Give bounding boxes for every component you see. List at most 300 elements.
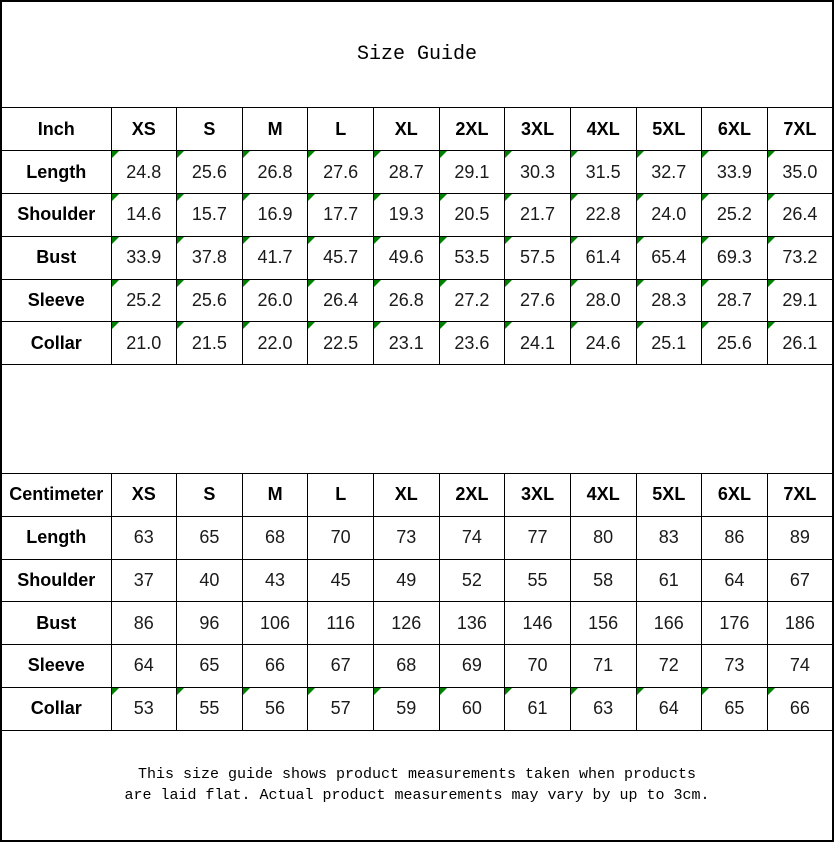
cell-flag-triangle-icon bbox=[177, 322, 184, 329]
measurement-value: 25.6 bbox=[191, 289, 227, 310]
measurement-value: 73.2 bbox=[782, 247, 818, 268]
measurement-value-cell bbox=[702, 193, 768, 236]
measurement-value: 45 bbox=[330, 569, 351, 590]
measurement-value-cell bbox=[177, 687, 243, 730]
measurement-value-cell bbox=[767, 645, 833, 688]
measurement-value: 24.0 bbox=[651, 204, 687, 225]
measurement-value: 64 bbox=[133, 655, 154, 676]
measurement-value: 55 bbox=[527, 569, 548, 590]
measurement-value-cell bbox=[505, 193, 571, 236]
cell-flag-triangle-icon bbox=[768, 237, 775, 244]
spacer-cell bbox=[1, 365, 833, 474]
spacer-row bbox=[1, 365, 833, 474]
measurement-value: 63 bbox=[593, 698, 614, 719]
measurement-value-cell bbox=[111, 687, 177, 730]
measurement-value-cell bbox=[374, 645, 440, 688]
footer-note bbox=[1, 730, 833, 841]
measurement-value: 65 bbox=[724, 698, 745, 719]
measurement-label: Collar bbox=[1, 687, 111, 730]
cell-flag-triangle-icon bbox=[308, 280, 315, 287]
measurement-value: 146 bbox=[522, 612, 553, 633]
size-column-header: 3XL bbox=[505, 473, 571, 516]
measurement-value-cell bbox=[636, 687, 702, 730]
cell-flag-triangle-icon bbox=[702, 688, 709, 695]
measurement-value: 40 bbox=[199, 569, 220, 590]
measurement-value: 32.7 bbox=[651, 161, 687, 182]
cell-flag-triangle-icon bbox=[702, 151, 709, 158]
measurement-value-cell bbox=[702, 279, 768, 322]
measurement-value: 70 bbox=[330, 527, 351, 548]
cell-flag-triangle-icon bbox=[243, 688, 250, 695]
measurement-value-cell bbox=[505, 322, 571, 365]
measurement-value: 35.0 bbox=[782, 161, 818, 182]
cell-flag-triangle-icon bbox=[571, 151, 578, 158]
measurement-label: Sleeve bbox=[1, 279, 111, 322]
measurement-label: Length bbox=[1, 516, 111, 559]
measurement-label: Bust bbox=[1, 236, 111, 279]
measurement-value-cell bbox=[636, 602, 702, 645]
measurement-value: 126 bbox=[391, 612, 422, 633]
measurement-value: 74 bbox=[789, 655, 810, 676]
measurement-value-cell bbox=[111, 279, 177, 322]
measurement-value-cell bbox=[505, 151, 571, 194]
measurement-value-cell bbox=[374, 322, 440, 365]
size-header-row bbox=[1, 473, 833, 516]
measurement-row bbox=[1, 322, 833, 365]
measurement-value-cell bbox=[308, 236, 374, 279]
measurement-value: 28.7 bbox=[716, 289, 752, 310]
measurement-row bbox=[1, 687, 833, 730]
measurement-value-cell bbox=[111, 645, 177, 688]
measurement-value: 33.9 bbox=[126, 247, 162, 268]
measurement-row bbox=[1, 193, 833, 236]
measurement-value-cell bbox=[242, 236, 308, 279]
measurement-value: 55 bbox=[199, 698, 220, 719]
measurement-value-cell bbox=[439, 322, 505, 365]
size-column-header: 3XL bbox=[505, 108, 571, 151]
measurement-value-cell bbox=[439, 279, 505, 322]
measurement-value-cell bbox=[242, 516, 308, 559]
measurement-value-cell bbox=[308, 151, 374, 194]
cell-flag-triangle-icon bbox=[243, 322, 250, 329]
measurement-value-cell bbox=[636, 322, 702, 365]
measurement-value: 65 bbox=[199, 527, 220, 548]
cell-flag-triangle-icon bbox=[702, 280, 709, 287]
measurement-value-cell bbox=[374, 151, 440, 194]
measurement-value: 27.2 bbox=[454, 289, 490, 310]
measurement-row bbox=[1, 602, 833, 645]
measurement-value-cell bbox=[111, 322, 177, 365]
footer-note-line1: This size guide shows product measurements taken when products bbox=[137, 766, 697, 784]
size-column-header: M bbox=[242, 473, 308, 516]
measurement-value-cell bbox=[177, 236, 243, 279]
measurement-value: 69 bbox=[461, 655, 482, 676]
measurement-value: 25.2 bbox=[126, 289, 162, 310]
measurement-value: 14.6 bbox=[126, 204, 162, 225]
size-column-header: S bbox=[177, 108, 243, 151]
measurement-value-cell bbox=[308, 322, 374, 365]
size-column-header: XS bbox=[111, 473, 177, 516]
cell-flag-triangle-icon bbox=[637, 322, 644, 329]
measurement-value: 52 bbox=[461, 569, 482, 590]
measurement-row bbox=[1, 151, 833, 194]
cell-flag-triangle-icon bbox=[112, 151, 119, 158]
measurement-value: 60 bbox=[461, 698, 482, 719]
measurement-value: 53.5 bbox=[454, 247, 490, 268]
cell-flag-triangle-icon bbox=[768, 194, 775, 201]
cell-flag-triangle-icon bbox=[243, 237, 250, 244]
measurement-value-cell bbox=[570, 645, 636, 688]
cell-flag-triangle-icon bbox=[177, 237, 184, 244]
measurement-value: 61.4 bbox=[585, 247, 621, 268]
measurement-value: 68 bbox=[396, 655, 417, 676]
measurement-value: 20.5 bbox=[454, 204, 490, 225]
measurement-value-cell bbox=[505, 645, 571, 688]
cell-flag-triangle-icon bbox=[112, 194, 119, 201]
measurement-value: 26.1 bbox=[782, 332, 818, 353]
size-column-header: XL bbox=[374, 108, 440, 151]
measurement-value: 21.5 bbox=[191, 332, 227, 353]
size-header-row bbox=[1, 108, 833, 151]
measurement-value-cell bbox=[570, 193, 636, 236]
cell-flag-triangle-icon bbox=[440, 194, 447, 201]
cell-flag-triangle-icon bbox=[112, 237, 119, 244]
measurement-value-cell bbox=[767, 236, 833, 279]
size-column-header: XS bbox=[111, 108, 177, 151]
measurement-value: 176 bbox=[719, 612, 750, 633]
measurement-label: Length bbox=[1, 151, 111, 194]
measurement-value: 156 bbox=[588, 612, 619, 633]
measurement-value-cell bbox=[702, 645, 768, 688]
cell-flag-triangle-icon bbox=[177, 280, 184, 287]
cell-flag-triangle-icon bbox=[243, 151, 250, 158]
measurement-value-cell bbox=[636, 645, 702, 688]
measurement-value: 74 bbox=[461, 527, 482, 548]
size-column-header: S bbox=[177, 473, 243, 516]
measurement-value-cell bbox=[374, 516, 440, 559]
measurement-label: Shoulder bbox=[1, 193, 111, 236]
measurement-value: 61 bbox=[658, 569, 679, 590]
measurement-value: 25.6 bbox=[191, 161, 227, 182]
measurement-value: 31.5 bbox=[585, 161, 621, 182]
cell-flag-triangle-icon bbox=[374, 280, 381, 287]
measurement-value-cell bbox=[570, 516, 636, 559]
measurement-value-cell bbox=[767, 516, 833, 559]
measurement-label: Bust bbox=[1, 602, 111, 645]
measurement-value: 21.7 bbox=[520, 204, 556, 225]
measurement-value-cell bbox=[308, 516, 374, 559]
cell-flag-triangle-icon bbox=[308, 237, 315, 244]
cell-flag-triangle-icon bbox=[571, 688, 578, 695]
cell-flag-triangle-icon bbox=[308, 194, 315, 201]
measurement-value-cell bbox=[636, 559, 702, 602]
size-column-header: 6XL bbox=[702, 473, 768, 516]
measurement-value-cell bbox=[242, 279, 308, 322]
cell-flag-triangle-icon bbox=[637, 280, 644, 287]
cell-flag-triangle-icon bbox=[177, 688, 184, 695]
cell-flag-triangle-icon bbox=[374, 322, 381, 329]
centimeter-table-body bbox=[1, 473, 833, 730]
measurement-value-cell bbox=[177, 279, 243, 322]
measurement-value-cell bbox=[177, 645, 243, 688]
measurement-value-cell bbox=[111, 602, 177, 645]
measurement-value: 28.0 bbox=[585, 289, 621, 310]
measurement-value-cell bbox=[767, 687, 833, 730]
cell-flag-triangle-icon bbox=[505, 237, 512, 244]
cell-flag-triangle-icon bbox=[243, 194, 250, 201]
measurement-value: 64 bbox=[658, 698, 679, 719]
measurement-value-cell bbox=[570, 151, 636, 194]
measurement-value: 41.7 bbox=[257, 247, 293, 268]
measurement-value-cell bbox=[570, 322, 636, 365]
measurement-value: 73 bbox=[724, 655, 745, 676]
measurement-value-cell bbox=[111, 236, 177, 279]
measurement-value: 89 bbox=[789, 527, 810, 548]
measurement-value: 29.1 bbox=[782, 289, 818, 310]
cell-flag-triangle-icon bbox=[112, 322, 119, 329]
measurement-value: 65 bbox=[199, 655, 220, 676]
measurement-value-cell bbox=[374, 236, 440, 279]
measurement-value: 57.5 bbox=[520, 247, 556, 268]
measurement-value: 83 bbox=[658, 527, 679, 548]
measurement-value-cell bbox=[374, 193, 440, 236]
measurement-value-cell bbox=[308, 602, 374, 645]
measurement-value-cell bbox=[308, 279, 374, 322]
unit-label: Centimeter bbox=[1, 473, 111, 516]
size-column-header: XL bbox=[374, 473, 440, 516]
measurement-value-cell bbox=[439, 151, 505, 194]
measurement-value-cell bbox=[439, 236, 505, 279]
measurement-value-cell bbox=[177, 151, 243, 194]
measurement-value: 15.7 bbox=[191, 204, 227, 225]
size-column-header: L bbox=[308, 108, 374, 151]
measurement-value-cell bbox=[439, 193, 505, 236]
measurement-value-cell bbox=[111, 559, 177, 602]
measurement-value: 26.0 bbox=[257, 289, 293, 310]
measurement-value-cell bbox=[767, 322, 833, 365]
measurement-value: 61 bbox=[527, 698, 548, 719]
measurement-value: 49 bbox=[396, 569, 417, 590]
cell-flag-triangle-icon bbox=[440, 280, 447, 287]
measurement-value: 22.5 bbox=[323, 332, 359, 353]
measurement-value: 77 bbox=[527, 527, 548, 548]
measurement-value: 59 bbox=[396, 698, 417, 719]
measurement-value: 23.1 bbox=[388, 332, 424, 353]
measurement-value: 26.8 bbox=[388, 289, 424, 310]
measurement-value: 186 bbox=[784, 612, 815, 633]
measurement-row bbox=[1, 236, 833, 279]
cell-flag-triangle-icon bbox=[177, 151, 184, 158]
measurement-value-cell bbox=[505, 236, 571, 279]
measurement-value-cell bbox=[505, 687, 571, 730]
measurement-value-cell bbox=[308, 193, 374, 236]
measurement-value-cell bbox=[702, 516, 768, 559]
cell-flag-triangle-icon bbox=[112, 280, 119, 287]
measurement-value: 56 bbox=[265, 698, 286, 719]
measurement-value-cell bbox=[177, 602, 243, 645]
measurement-value: 53 bbox=[133, 698, 154, 719]
measurement-value-cell bbox=[242, 645, 308, 688]
cell-flag-triangle-icon bbox=[374, 688, 381, 695]
size-column-header: 2XL bbox=[439, 108, 505, 151]
measurement-value: 49.6 bbox=[388, 247, 424, 268]
cell-flag-triangle-icon bbox=[768, 280, 775, 287]
measurement-row bbox=[1, 559, 833, 602]
measurement-value: 17.7 bbox=[323, 204, 359, 225]
measurement-value: 116 bbox=[326, 612, 356, 633]
measurement-value: 86 bbox=[133, 612, 154, 633]
measurement-value-cell bbox=[308, 687, 374, 730]
measurement-value: 37 bbox=[133, 569, 154, 590]
measurement-value: 67 bbox=[789, 569, 810, 590]
cell-flag-triangle-icon bbox=[505, 688, 512, 695]
cell-flag-triangle-icon bbox=[440, 237, 447, 244]
measurement-value-cell bbox=[177, 322, 243, 365]
measurement-label: Sleeve bbox=[1, 645, 111, 688]
cell-flag-triangle-icon bbox=[440, 688, 447, 695]
measurement-value-cell bbox=[702, 151, 768, 194]
measurement-value: 45.7 bbox=[323, 247, 359, 268]
measurement-value-cell bbox=[374, 559, 440, 602]
measurement-value-cell bbox=[505, 279, 571, 322]
measurement-value: 57 bbox=[330, 698, 351, 719]
measurement-value-cell bbox=[767, 602, 833, 645]
inch-table-body bbox=[1, 108, 833, 365]
measurement-label: Shoulder bbox=[1, 559, 111, 602]
cell-flag-triangle-icon bbox=[768, 688, 775, 695]
measurement-value: 22.0 bbox=[257, 332, 293, 353]
footer-note-line2: are laid flat. Actual product measurements may vary by up to 3cm. bbox=[124, 787, 710, 805]
size-column-header: 5XL bbox=[636, 473, 702, 516]
measurement-value-cell bbox=[242, 322, 308, 365]
measurement-value-cell bbox=[308, 645, 374, 688]
measurement-value: 63 bbox=[133, 527, 154, 548]
cell-flag-triangle-icon bbox=[374, 151, 381, 158]
unit-label: Inch bbox=[1, 108, 111, 151]
cell-flag-triangle-icon bbox=[571, 280, 578, 287]
measurement-value: 28.7 bbox=[388, 161, 424, 182]
measurement-value: 24.1 bbox=[520, 332, 556, 353]
measurement-value: 73 bbox=[396, 527, 417, 548]
measurement-value: 30.3 bbox=[520, 161, 556, 182]
cell-flag-triangle-icon bbox=[308, 688, 315, 695]
size-column-header: M bbox=[242, 108, 308, 151]
measurement-value: 27.6 bbox=[323, 161, 359, 182]
size-column-header: 7XL bbox=[767, 108, 833, 151]
measurement-value-cell bbox=[242, 193, 308, 236]
measurement-value: 28.3 bbox=[651, 289, 687, 310]
cell-flag-triangle-icon bbox=[505, 280, 512, 287]
cell-flag-triangle-icon bbox=[112, 688, 119, 695]
measurement-value-cell bbox=[570, 236, 636, 279]
measurement-value-cell bbox=[242, 687, 308, 730]
cell-flag-triangle-icon bbox=[768, 151, 775, 158]
measurement-value: 72 bbox=[658, 655, 679, 676]
title-row bbox=[1, 1, 833, 108]
cell-flag-triangle-icon bbox=[637, 688, 644, 695]
measurement-value-cell bbox=[767, 279, 833, 322]
measurement-value-cell bbox=[636, 279, 702, 322]
measurement-value-cell bbox=[439, 645, 505, 688]
measurement-value-cell bbox=[177, 559, 243, 602]
measurement-value: 80 bbox=[593, 527, 614, 548]
measurement-value: 96 bbox=[199, 612, 220, 633]
measurement-row bbox=[1, 645, 833, 688]
measurement-value: 71 bbox=[593, 655, 614, 676]
measurement-value-cell bbox=[767, 151, 833, 194]
measurement-value-cell bbox=[702, 559, 768, 602]
cell-flag-triangle-icon bbox=[637, 151, 644, 158]
measurement-value: 106 bbox=[260, 612, 291, 633]
measurement-value-cell bbox=[111, 193, 177, 236]
cell-flag-triangle-icon bbox=[177, 194, 184, 201]
measurement-value: 29.1 bbox=[454, 161, 490, 182]
measurement-value-cell bbox=[702, 322, 768, 365]
measurement-value-cell bbox=[505, 516, 571, 559]
measurement-value: 26.4 bbox=[782, 204, 818, 225]
measurement-value-cell bbox=[439, 687, 505, 730]
measurement-label: Collar bbox=[1, 322, 111, 365]
size-column-header: 6XL bbox=[702, 108, 768, 151]
measurement-value: 22.8 bbox=[585, 204, 621, 225]
cell-flag-triangle-icon bbox=[374, 194, 381, 201]
measurement-value-cell bbox=[767, 559, 833, 602]
measurement-value: 33.9 bbox=[716, 161, 752, 182]
cell-flag-triangle-icon bbox=[702, 194, 709, 201]
measurement-row bbox=[1, 279, 833, 322]
size-column-header: 7XL bbox=[767, 473, 833, 516]
cell-flag-triangle-icon bbox=[702, 237, 709, 244]
page-title: Size Guide bbox=[1, 1, 833, 108]
cell-flag-triangle-icon bbox=[440, 151, 447, 158]
measurement-value-cell bbox=[111, 516, 177, 559]
measurement-value: 136 bbox=[456, 612, 487, 633]
measurement-value-cell bbox=[374, 602, 440, 645]
measurement-value-cell bbox=[242, 602, 308, 645]
measurement-value: 27.6 bbox=[520, 289, 556, 310]
measurement-value: 37.8 bbox=[191, 247, 227, 268]
measurement-value: 26.4 bbox=[323, 289, 359, 310]
measurement-value-cell bbox=[439, 516, 505, 559]
measurement-value-cell bbox=[439, 602, 505, 645]
measurement-value-cell bbox=[505, 602, 571, 645]
measurement-value: 26.8 bbox=[257, 161, 293, 182]
measurement-row bbox=[1, 516, 833, 559]
measurement-value-cell bbox=[505, 559, 571, 602]
cell-flag-triangle-icon bbox=[243, 280, 250, 287]
measurement-value-cell bbox=[702, 687, 768, 730]
measurement-value: 64 bbox=[724, 569, 745, 590]
measurement-value: 67 bbox=[330, 655, 351, 676]
measurement-value: 21.0 bbox=[126, 332, 162, 353]
measurement-value: 25.2 bbox=[716, 204, 752, 225]
measurement-value-cell bbox=[636, 236, 702, 279]
measurement-value: 166 bbox=[653, 612, 684, 633]
cell-flag-triangle-icon bbox=[702, 322, 709, 329]
cell-flag-triangle-icon bbox=[440, 322, 447, 329]
measurement-value-cell bbox=[374, 279, 440, 322]
measurement-value-cell bbox=[111, 151, 177, 194]
measurement-value: 70 bbox=[527, 655, 548, 676]
size-column-header: 4XL bbox=[570, 473, 636, 516]
measurement-value: 66 bbox=[789, 698, 810, 719]
measurement-value-cell bbox=[242, 151, 308, 194]
cell-flag-triangle-icon bbox=[571, 237, 578, 244]
size-column-header: 4XL bbox=[570, 108, 636, 151]
measurement-value: 43 bbox=[265, 569, 286, 590]
measurement-value: 25.6 bbox=[716, 332, 752, 353]
measurement-value-cell bbox=[570, 602, 636, 645]
